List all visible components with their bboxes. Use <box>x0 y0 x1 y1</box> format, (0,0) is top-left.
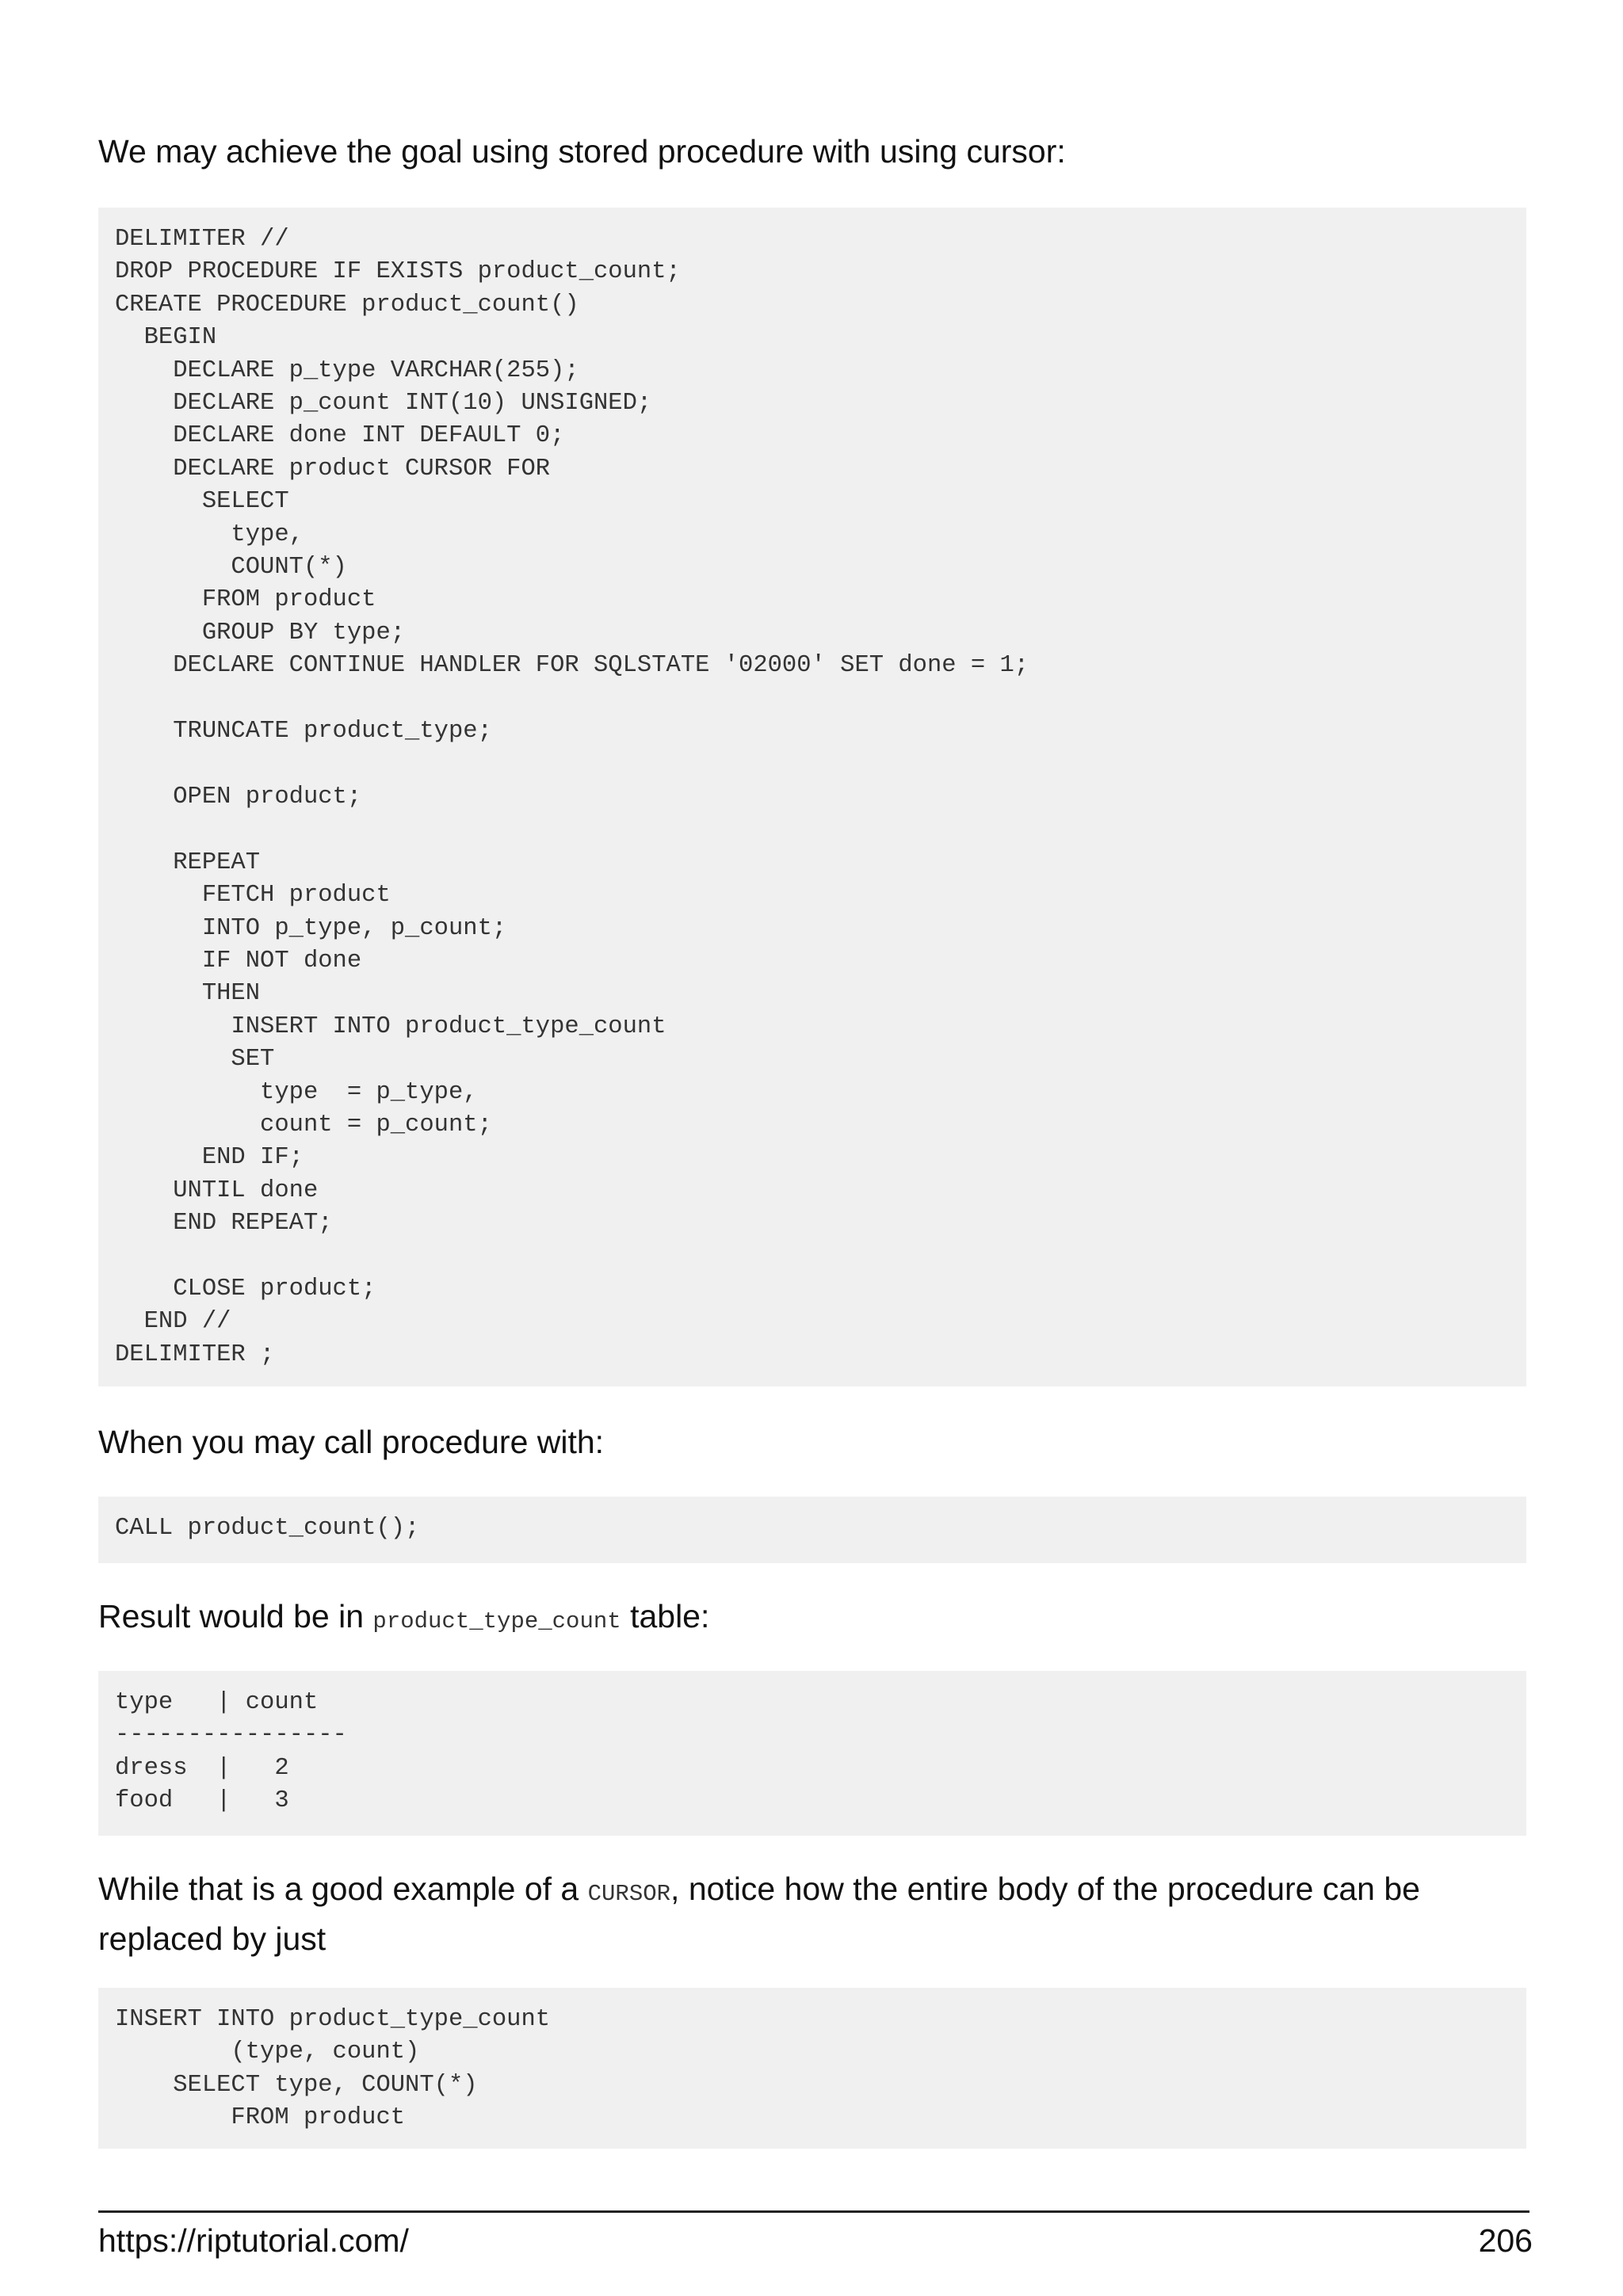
page-number: 206 <box>1478 2222 1533 2259</box>
call-intro-paragraph: When you may call procedure with: <box>98 1424 605 1460</box>
intro-paragraph: We may achieve the goal using stored procedure with using cursor: <box>98 133 1066 170</box>
while-paragraph <box>98 1867 1525 1961</box>
result-table-code-block <box>98 1671 1526 1836</box>
result-table-name-code: product_type_count <box>372 1608 621 1634</box>
while-text-before: While that is a good example of a <box>98 1871 588 1907</box>
call-code: CALL product_count(); <box>115 1515 420 1542</box>
while-text-after: , notice how the entire body of the procedure can be replaced by just <box>98 1871 1420 1957</box>
footer-divider <box>98 2210 1529 2213</box>
result-paragraph <box>98 1594 1525 1644</box>
procedure-code: DELIMITER // DROP PROCEDURE IF EXISTS product_count; CREATE PROCEDURE product_count() BEGIN DECLARE p_type VARCHAR(255); DECLARE p_count INT(10) UNSIGNED; DECLARE done INT DEFAULT 0; DECLARE product CURSOR FOR SELECT type, COUNT(*) FROM product GROUP BY type; DECLARE CONTINUE HANDLER FOR SQLSTATE '02000' SET done = 1; TRUNCATE product_type; OPEN product; REPEAT FETCH product INTO p_type, p_count; IF NOT done THEN INSERT INTO product_type_count SET type = p_type, count = p_count; END IF; UNTIL done END REPEAT; CLOSE product; END // DELIMITER ; <box>115 226 1029 1368</box>
insert-code-block <box>98 1988 1526 2149</box>
result-text-after: table: <box>621 1598 710 1634</box>
footer-url[interactable]: https://riptutorial.com/ <box>98 2222 409 2259</box>
cursor-code: CURSOR <box>587 1881 671 1907</box>
insert-code: INSERT INTO product_type_count (type, count) SELECT type, COUNT(*) FROM product <box>115 2006 551 2132</box>
result-table-code: type | count ---------------- dress | 2 food | 3 <box>115 1689 347 1815</box>
call-code-block <box>98 1497 1526 1563</box>
result-text-before: Result would be in <box>98 1598 373 1634</box>
procedure-code-block <box>98 208 1526 1386</box>
